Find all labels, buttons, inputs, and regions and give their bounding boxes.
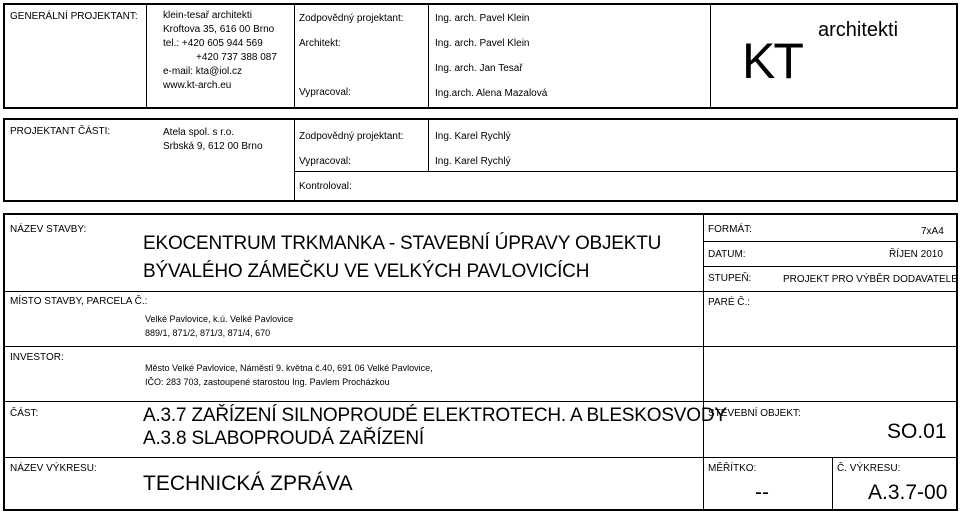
format-label: FORMÁT:	[708, 224, 752, 235]
investor-line: IČO: 283 703, zastoupené starostou Ing. Pavlem Procházkou	[145, 377, 390, 387]
general-designer-line: klein-tesař architekti	[163, 10, 252, 21]
divider	[703, 214, 704, 510]
divider	[428, 4, 429, 108]
divider	[4, 401, 957, 402]
divider	[294, 4, 295, 108]
copy-number-label: PARÉ Č.:	[708, 297, 751, 308]
part-responsible-name: Ing. Karel Rychlý	[435, 131, 511, 142]
stage-value: PROJEKT PRO VÝBĚR DODAVATELE	[783, 274, 958, 285]
investor-line: Město Velké Pavlovice, Náměstí 9. května č.40, 691 06 Velké Pavlovice,	[145, 363, 433, 373]
date-label: DATUM:	[708, 249, 746, 260]
stage-label: STUPEŇ:	[708, 273, 752, 284]
scale-value: --	[755, 481, 769, 504]
drawing-number-label: Č. VÝKRESU:	[837, 463, 901, 474]
divider	[428, 119, 429, 171]
company-logo	[712, 5, 956, 107]
general-designer-line: tel.: +420 605 944 569	[163, 38, 263, 49]
part-label: ČÁST:	[10, 408, 39, 419]
divider	[146, 4, 147, 108]
location-label: MÍSTO STAVBY, PARCELA Č.:	[10, 296, 148, 307]
responsible-name: Ing. arch. Pavel Klein	[435, 13, 530, 24]
divider	[294, 171, 957, 172]
general-designer-line: e-mail: kta@iol.cz	[163, 66, 243, 77]
part-responsible-label: Zodpovědný projektant:	[299, 131, 404, 142]
building-label: NÁZEV STAVBY:	[10, 224, 87, 235]
logo-word: architekti	[818, 19, 899, 41]
general-designer-line: www.kt-arch.eu	[163, 80, 232, 91]
divider	[832, 458, 833, 510]
object-value: SO.01	[887, 420, 947, 443]
divider	[294, 119, 295, 201]
architect-label: Architekt:	[299, 38, 341, 49]
part-line: A.3.8 SLABOPROUDÁ ZAŘÍZENÍ	[143, 428, 424, 449]
divider	[704, 266, 957, 267]
drawing-name: TECHNICKÁ ZPRÁVA	[143, 472, 353, 495]
location-line: 889/1, 871/2, 871/3, 871/4, 670	[145, 328, 271, 338]
location-line: Velké Pavlovice, k.ú. Velké Pavlovice	[145, 314, 294, 324]
part-company-line: Atela spol. s r.o.	[163, 127, 235, 138]
part-prepared-label: Vypracoval:	[299, 156, 351, 167]
logo-letters: KT	[742, 33, 802, 89]
building-name: EKOCENTRUM TRKMANKA - STAVEBNÍ ÚPRAVY OBJEKTU	[143, 233, 662, 254]
scale-label: MĚŘÍTKO:	[708, 463, 757, 474]
drawing-number-value: A.3.7-00	[868, 481, 948, 504]
date-value: ŘÍJEN 2010	[889, 249, 943, 260]
object-label: STEVEBNÍ OBJEKT:	[708, 408, 801, 419]
part-line: A.3.7 ZAŘÍZENÍ SILNOPROUDÉ ELEKTROTECH. A BLESKOSVODY	[143, 405, 727, 426]
architect-name: Ing. arch. Jan Tesař	[435, 63, 523, 74]
general-designer-label: GENERÁLNÍ PROJEKTANT:	[10, 11, 138, 22]
investor-label: INVESTOR:	[10, 352, 64, 363]
general-designer-line: Kroftova 35, 616 00 Brno	[163, 24, 275, 35]
building-name: BÝVALÉHO ZÁMEČKU VE VELKÝCH PAVLOVICÍCH	[143, 261, 590, 282]
divider	[4, 346, 957, 347]
checked-label: Kontroloval:	[299, 181, 352, 192]
divider	[704, 241, 957, 242]
divider	[710, 4, 711, 108]
responsible-label: Zodpovědný projektant:	[299, 13, 404, 24]
prepared-label: Vypracoval:	[299, 87, 351, 98]
architect-name: Ing. arch. Pavel Klein	[435, 38, 530, 49]
part-designer-label: PROJEKTANT ČÁSTI:	[10, 126, 111, 137]
part-company-line: Srbská 9, 612 00 Brno	[163, 141, 263, 152]
prepared-name: Ing.arch. Alena Mazalová	[435, 88, 548, 99]
part-prepared-name: Ing. Karel Rychlý	[435, 156, 511, 167]
general-designer-line: +420 737 388 087	[196, 52, 277, 63]
divider	[4, 291, 957, 292]
drawing-name-label: NÁZEV VÝKRESU:	[10, 463, 97, 474]
divider	[4, 457, 957, 458]
format-value: 7xA4	[921, 226, 944, 237]
